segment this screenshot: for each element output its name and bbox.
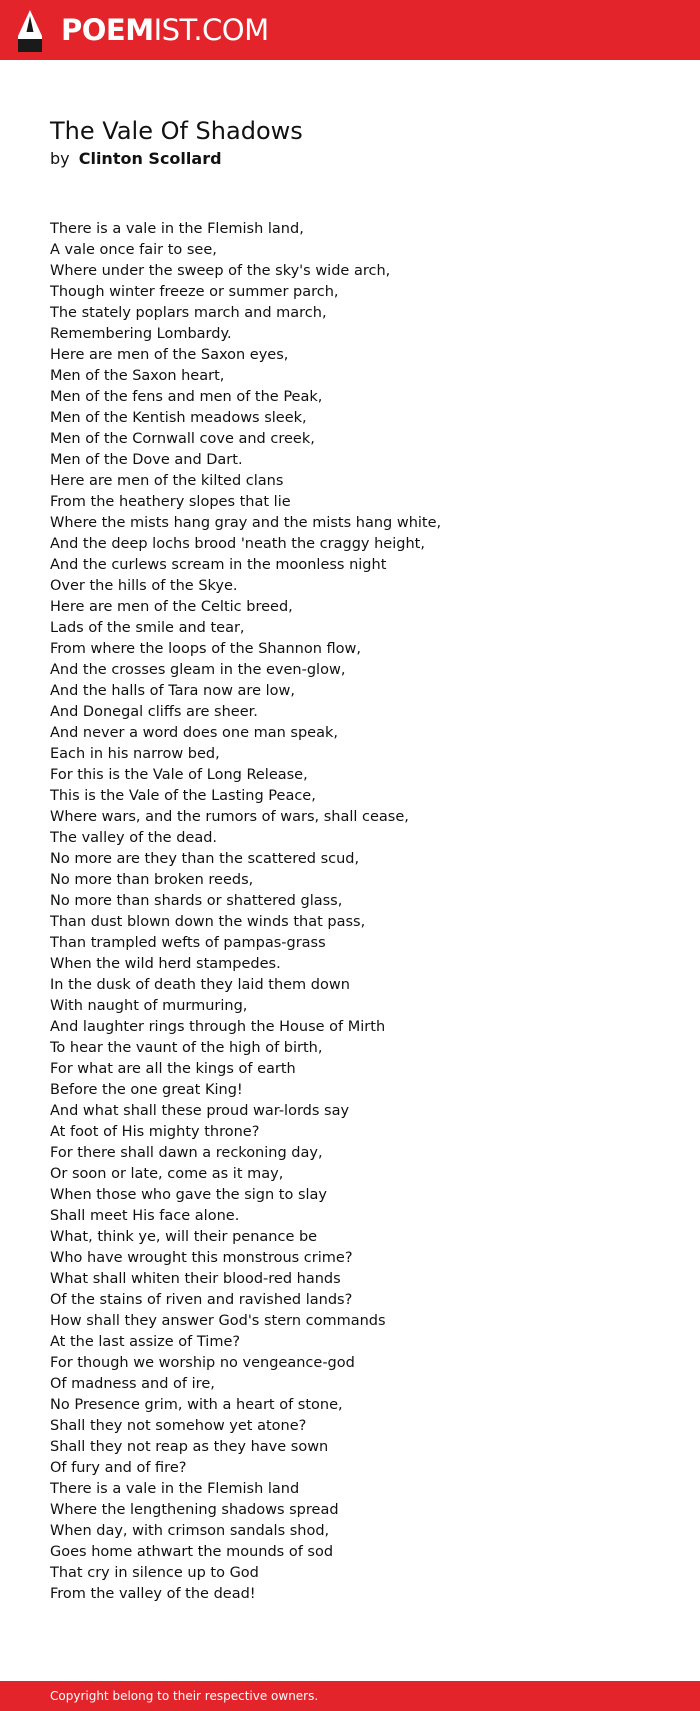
poem-line: Where under the sweep of the sky's wide arch, [50, 263, 391, 279]
poem-line: When the wild herd stampedes. [50, 956, 281, 972]
poem-line: For though we worship no vengeance-god [50, 1355, 355, 1371]
poem-line: The stately poplars march and march, [50, 305, 327, 321]
poem-line: Where the lengthening shadows spread [50, 1502, 339, 1518]
poem-line: Remembering Lombardy. [50, 326, 232, 342]
poem-line: At the last assize of Time? [50, 1334, 241, 1350]
poem-line: For there shall dawn a reckoning day, [50, 1145, 323, 1161]
poem-line: To hear the vaunt of the high of birth, [50, 1040, 323, 1056]
poem-line: And laughter rings through the House of Mirth [50, 1019, 386, 1035]
poem-line: Shall they not somehow yet atone? [50, 1418, 307, 1434]
poem-line: Shall meet His face alone. [50, 1208, 240, 1224]
poem-line: Men of the Dove and Dart. [50, 452, 243, 468]
poem-line: Than trampled wefts of pampas-grass [50, 935, 326, 951]
poem-line: Where the mists hang gray and the mists hang white, [50, 515, 442, 531]
poem-line: No more than shards or shattered glass, [50, 893, 343, 909]
poem-line: For what are all the kings of earth [50, 1061, 296, 1077]
poem-line: From the heathery slopes that lie [50, 494, 291, 510]
poem-line: Over the hills of the Skye. [50, 578, 238, 594]
pen-nib-logo-icon[interactable] [17, 10, 43, 52]
poem-line: Lads of the smile and tear, [50, 620, 245, 636]
poem-line: There is a vale in the Flemish land, [50, 221, 304, 237]
poem-line: And the halls of Tara now are low, [50, 683, 295, 699]
poem-line: Of fury and of fire? [50, 1460, 187, 1476]
poem-line: Though winter freeze or summer parch, [50, 284, 339, 300]
poem-line: Before the one great King! [50, 1082, 243, 1098]
poem-line: In the dusk of death they laid them down [50, 977, 350, 993]
poem-line: Or soon or late, come as it may, [50, 1166, 284, 1182]
poem-line: And never a word does one man speak, [50, 725, 338, 741]
poem-line: Of madness and of ire, [50, 1376, 215, 1392]
poem-line: Here are men of the kilted clans [50, 473, 284, 489]
poem-line: And the deep lochs brood 'neath the craggy height, [50, 536, 425, 552]
poem-line: With naught of murmuring, [50, 998, 248, 1014]
poem-line: From the valley of the dead! [50, 1586, 256, 1602]
poem-line: The valley of the dead. [50, 830, 218, 846]
site-header [0, 0, 700, 60]
poem-line: Men of the fens and men of the Peak, [50, 389, 323, 405]
poem-line: There is a vale in the Flemish land [50, 1481, 300, 1497]
poem-line: And the curlews scream in the moonless night [50, 557, 387, 573]
poem-line: No Presence grim, with a heart of stone, [50, 1397, 343, 1413]
poem-line: A vale once fair to see, [50, 242, 217, 258]
poem-line: Than dust blown down the winds that pass, [50, 914, 366, 930]
poem-line: Men of the Saxon heart, [50, 368, 225, 384]
copyright-notice: Copyright belong to their respective owners. [50, 1689, 319, 1703]
poem-line: At foot of His mighty throne? [50, 1124, 260, 1140]
site-logo-link[interactable] [61, 13, 269, 47]
poem-line: What, think ye, will their penance be [50, 1229, 318, 1245]
poem-title: The Vale Of Shadows [50, 117, 303, 145]
poem-line: How shall they answer God's stern commands [50, 1313, 386, 1329]
poem-line: Goes home athwart the mounds of sod [50, 1544, 334, 1560]
poem-line: Shall they not reap as they have sown [50, 1439, 329, 1455]
poem-body [50, 219, 670, 1605]
site-footer [0, 1681, 700, 1711]
by-label: by [50, 149, 70, 168]
poem-line: Of the stains of riven and ravished lands? [50, 1292, 353, 1308]
poem-line: No more are they than the scattered scud, [50, 851, 360, 867]
poem-line: And Donegal cliffs are sheer. [50, 704, 258, 720]
poem-line: Here are men of the Saxon eyes, [50, 347, 289, 363]
poem-line: What shall whiten their blood-red hands [50, 1271, 341, 1287]
poem-line: Where wars, and the rumors of wars, shall cease, [50, 809, 409, 825]
poem-line: Here are men of the Celtic breed, [50, 599, 293, 615]
poem-line: For this is the Vale of Long Release, [50, 767, 308, 783]
poem-line: This is the Vale of the Lasting Peace, [50, 788, 316, 804]
poem-line: Men of the Kentish meadows sleek, [50, 410, 307, 426]
poem-line: Men of the Cornwall cove and creek, [50, 431, 315, 447]
brand-bold-text: POEM [61, 13, 154, 47]
poem-byline [50, 148, 222, 170]
poem-line: And the crosses gleam in the even-glow, [50, 662, 346, 678]
poem-line: When those who gave the sign to slay [50, 1187, 328, 1203]
poem-line: No more than broken reeds, [50, 872, 254, 888]
brand-light-text: IST.COM [153, 13, 269, 47]
poem-line: Who have wrought this monstrous crime? [50, 1250, 353, 1266]
poem-line: When day, with crimson sandals shod, [50, 1523, 330, 1539]
poem-line: And what shall these proud war-lords say [50, 1103, 350, 1119]
poem-line: That cry in silence up to God [50, 1565, 259, 1581]
poem-line: From where the loops of the Shannon flow, [50, 641, 362, 657]
author-link[interactable]: Clinton Scollard [78, 149, 222, 168]
poem-line: Each in his narrow bed, [50, 746, 220, 762]
